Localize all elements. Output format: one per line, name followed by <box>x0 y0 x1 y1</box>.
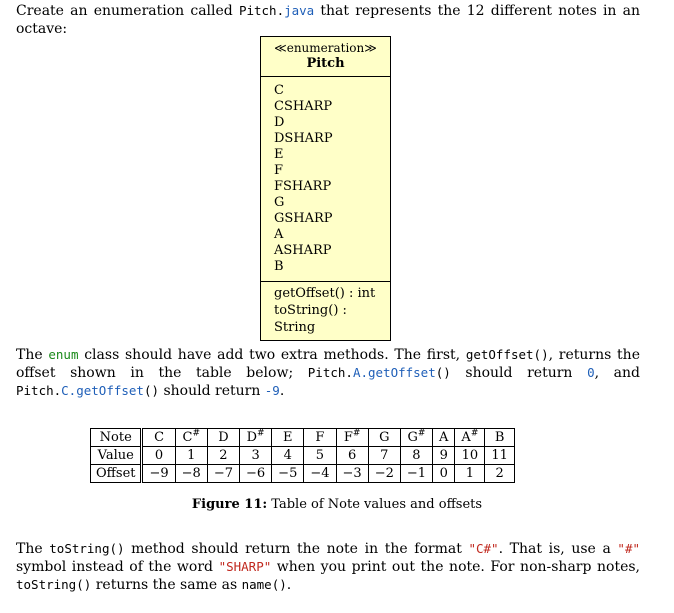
table-cell: 4 <box>272 447 304 465</box>
text: The <box>16 347 49 363</box>
uml-method: getOffset() : int <box>274 286 376 301</box>
table-cell: 0 <box>142 447 175 465</box>
intro-code-ext: java <box>284 3 315 18</box>
uml-constant: FSHARP <box>274 179 332 194</box>
text: . <box>279 383 285 399</box>
uml-constant: B <box>274 259 284 274</box>
note-table <box>90 428 515 483</box>
uml-constant: E <box>274 147 284 162</box>
note-letter: F <box>315 430 325 445</box>
table-cell <box>142 429 175 447</box>
code-string: "SHARP" <box>218 559 272 574</box>
text: method should return the note in the format <box>124 541 469 557</box>
code-neg9: -9 <box>264 383 280 398</box>
uml-constant: GSHARP <box>274 211 333 226</box>
row-label: Value <box>91 447 142 465</box>
table-cell: −8 <box>175 465 207 483</box>
table-cell <box>304 429 336 447</box>
intro-code: Pitch. <box>238 3 285 18</box>
table-cell <box>455 429 485 447</box>
uml-method: toString() : String <box>274 303 347 335</box>
table-cell: −4 <box>304 465 336 483</box>
text: class should have add two extra methods. The first, <box>78 347 466 363</box>
note-letter: C <box>182 430 193 445</box>
table-cell: −9 <box>142 465 175 483</box>
note-letter: D <box>218 430 229 445</box>
figure-caption <box>0 497 674 512</box>
code-tostring: toString() <box>49 541 125 556</box>
table-cell <box>336 429 368 447</box>
table-cell: 11 <box>485 447 515 465</box>
code-tostring: toString() <box>16 577 92 592</box>
uml-constant: F <box>274 163 284 178</box>
uml-constant: ASHARP <box>274 243 332 258</box>
table-cell: 2 <box>207 447 239 465</box>
code: () <box>435 365 451 380</box>
code: Pitch. <box>16 383 62 398</box>
note-letter: A <box>439 430 449 445</box>
text: The <box>16 541 50 557</box>
table-cell: 1 <box>175 447 207 465</box>
table-cell: 7 <box>368 447 400 465</box>
note-letter: G <box>407 430 418 445</box>
code: Pitch. <box>307 365 353 380</box>
uml-stereotype: ≪enumeration≫ <box>274 41 377 55</box>
table-cell: 10 <box>455 447 485 465</box>
table-row <box>91 447 515 465</box>
uml-constant: A <box>274 227 284 242</box>
table-cell <box>433 429 455 447</box>
uml-constants <box>261 77 390 282</box>
uml-header <box>261 37 390 77</box>
table-cell <box>368 429 400 447</box>
uml-constant: D <box>274 115 285 130</box>
code: A. <box>352 365 368 380</box>
code: () <box>143 383 160 398</box>
caption-text: Table of Note values and offsets <box>267 497 483 512</box>
uml-class-diagram <box>260 36 391 341</box>
uml-class-name: Pitch <box>306 56 345 71</box>
table-cell: −6 <box>240 465 272 483</box>
note-letter: E <box>283 430 293 445</box>
uml-constant: G <box>274 195 285 210</box>
table-cell <box>485 429 515 447</box>
code: C. <box>61 383 77 398</box>
intro-text: Create an enumeration called <box>16 3 239 19</box>
note-letter: F <box>343 430 353 445</box>
tostring-paragraph <box>16 540 640 594</box>
table-cell: −7 <box>207 465 239 483</box>
uml-constant: CSHARP <box>274 99 333 114</box>
intro-text-end: that represents the 12 different notes in an octave: <box>16 3 640 37</box>
table-cell: 9 <box>433 447 455 465</box>
table-cell: 6 <box>336 447 368 465</box>
code-string: "#" <box>617 541 640 556</box>
code: getOffset <box>76 383 144 398</box>
table-cell: 1 <box>455 465 485 483</box>
table-cell: −3 <box>336 465 368 483</box>
table-cell: 8 <box>400 447 432 465</box>
caption-label: Figure 11: <box>191 497 268 512</box>
table-cell: −1 <box>400 465 432 483</box>
note-letter: G <box>379 430 390 445</box>
table-row <box>91 429 515 447</box>
table-cell <box>175 429 207 447</box>
uml-constant: DSHARP <box>274 131 333 146</box>
table-row <box>91 465 515 483</box>
table-cell: 5 <box>304 447 336 465</box>
table-cell: −2 <box>368 465 400 483</box>
text: returns the same as <box>91 577 242 593</box>
sharp-sign: # <box>352 428 361 439</box>
code-name: name() <box>241 577 287 592</box>
table-cell: 2 <box>485 465 515 483</box>
code: getOffset <box>368 365 436 380</box>
table-cell: 3 <box>240 447 272 465</box>
methods-paragraph <box>16 346 640 400</box>
note-letter: D <box>246 430 258 445</box>
text: , returns the offset shown in the table below; <box>16 347 640 381</box>
enum-keyword: enum <box>48 347 79 362</box>
note-letter: B <box>494 430 505 445</box>
text: . <box>286 577 292 593</box>
table-cell <box>400 429 432 447</box>
text: when you print out the note. For non-sharp notes, <box>271 559 640 575</box>
text: should return <box>159 383 265 399</box>
uml-constant: C <box>274 83 284 98</box>
code-string: "C#" <box>468 541 499 556</box>
sharp-sign: # <box>192 428 200 439</box>
uml-methods <box>261 282 390 340</box>
table-cell <box>240 429 272 447</box>
sharp-sign: # <box>470 428 479 439</box>
table-cell <box>207 429 239 447</box>
note-letter: A <box>461 430 471 445</box>
code-getoffset: getOffset() <box>465 347 549 362</box>
row-label: Offset <box>91 465 142 483</box>
code-zero: 0 <box>587 365 595 380</box>
note-letter: C <box>154 430 165 445</box>
text: , and <box>594 365 641 381</box>
table-cell: 0 <box>433 465 455 483</box>
text: should return <box>450 365 588 381</box>
table-cell <box>272 429 304 447</box>
table-cell: −5 <box>272 465 304 483</box>
text: . That is, use a <box>498 541 618 557</box>
text: symbol instead of the word <box>16 559 219 575</box>
sharp-sign: # <box>257 428 265 439</box>
row-label: Note <box>91 429 142 447</box>
sharp-sign: # <box>417 428 426 439</box>
intro-paragraph <box>16 2 640 38</box>
